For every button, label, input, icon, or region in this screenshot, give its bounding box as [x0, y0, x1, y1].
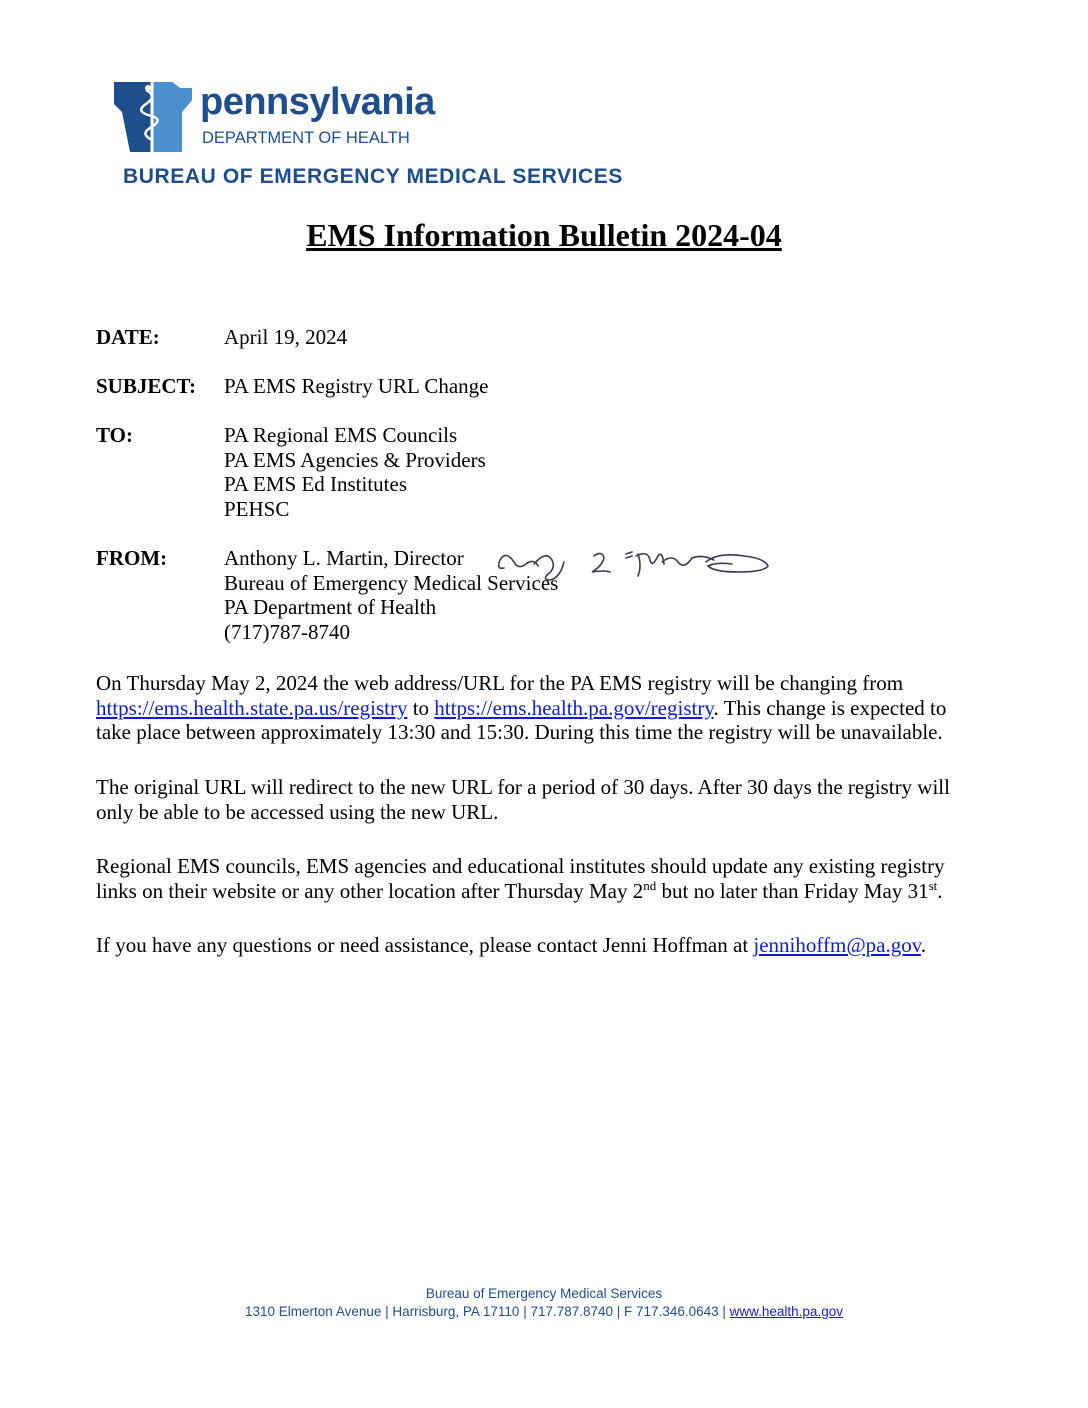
footer-website-link[interactable]: www.health.pa.gov: [729, 1304, 843, 1319]
paragraph-line: Regional EMS councils, EMS agencies and educational institutes should update any existing registry: [96, 854, 945, 878]
footer-address: 1310 Elmerton Avenue | Harrisburg, PA 17110 | 717.787.8740 | F 717.346.0643 |: [245, 1304, 730, 1319]
paragraph-line: [96, 696, 996, 721]
logo-department: DEPARTMENT OF HEALTH: [202, 129, 410, 147]
from-line: PA Department of Health: [224, 595, 437, 619]
paragraph-4: [96, 933, 996, 958]
paragraph-line: take place between approximately 13:30 and 15:30. During this time the registry will be unavailable.: [96, 720, 943, 744]
paragraph-2: [96, 775, 996, 824]
text-span: to: [407, 695, 435, 720]
to-recipient: PA EMS Ed Institutes: [224, 472, 408, 496]
ordinal-suffix: nd: [643, 877, 657, 893]
text-span: If you have any questions or need assistance, please contact Jenni Hoffman at: [96, 933, 754, 957]
page-title: EMS Information Bulletin 2024-04: [306, 217, 782, 253]
subject-label: SUBJECT:: [96, 374, 196, 398]
logo-wordmark: pennsylvania: [200, 81, 435, 123]
paragraph-line: On Thursday May 2, 2024 the web address/URL for the PA EMS registry will be changing from: [96, 671, 904, 695]
new-registry-link[interactable]: https://ems.health.pa.gov/registry: [434, 695, 714, 720]
old-registry-link[interactable]: https://ems.health.state.pa.us/registry: [96, 695, 408, 720]
paragraph-1: [96, 671, 996, 745]
subject-value: PA EMS Registry URL Change: [224, 374, 489, 398]
contact-email-link[interactable]: jennihoffm@pa.gov: [753, 933, 921, 957]
from-line: Bureau of Emergency Medical Services: [224, 570, 559, 595]
text-span: . This change is expected to: [713, 695, 947, 720]
from-line: Anthony L. Martin, Director: [224, 546, 464, 570]
paragraph-3: [96, 854, 996, 903]
from-line: (717)787-8740: [224, 619, 350, 644]
keystone-caduceus-icon: [112, 78, 194, 156]
paragraph-line: [96, 933, 996, 958]
signature-image: [492, 540, 774, 584]
footer-line-2: [0, 1303, 1088, 1321]
text-span: but no later than Friday May 31: [656, 878, 929, 903]
paragraph-line: only be able to be accessed using the new URL.: [96, 799, 499, 824]
date-value: April 19, 2024: [224, 325, 348, 349]
bureau-heading: BUREAU OF EMERGENCY MEDICAL SERVICES: [123, 165, 624, 188]
to-recipient: PA EMS Agencies & Providers: [224, 447, 486, 472]
ordinal-suffix: st: [928, 877, 938, 893]
text-span: .: [920, 933, 927, 957]
text-span: links on their website or any other location after Thursday May 2: [96, 878, 644, 903]
to-recipient: PEHSC: [224, 496, 290, 521]
date-label: DATE:: [96, 325, 160, 349]
text-span: .: [937, 878, 943, 903]
paragraph-line: [96, 879, 996, 904]
to-recipient: PA Regional EMS Councils: [224, 423, 458, 447]
from-label: FROM:: [96, 546, 168, 570]
to-label: TO:: [96, 423, 133, 447]
footer-line-1: Bureau of Emergency Medical Services: [425, 1286, 663, 1301]
paragraph-line: The original URL will redirect to the new URL for a period of 30 days. After 30 days the registry will: [96, 775, 950, 799]
